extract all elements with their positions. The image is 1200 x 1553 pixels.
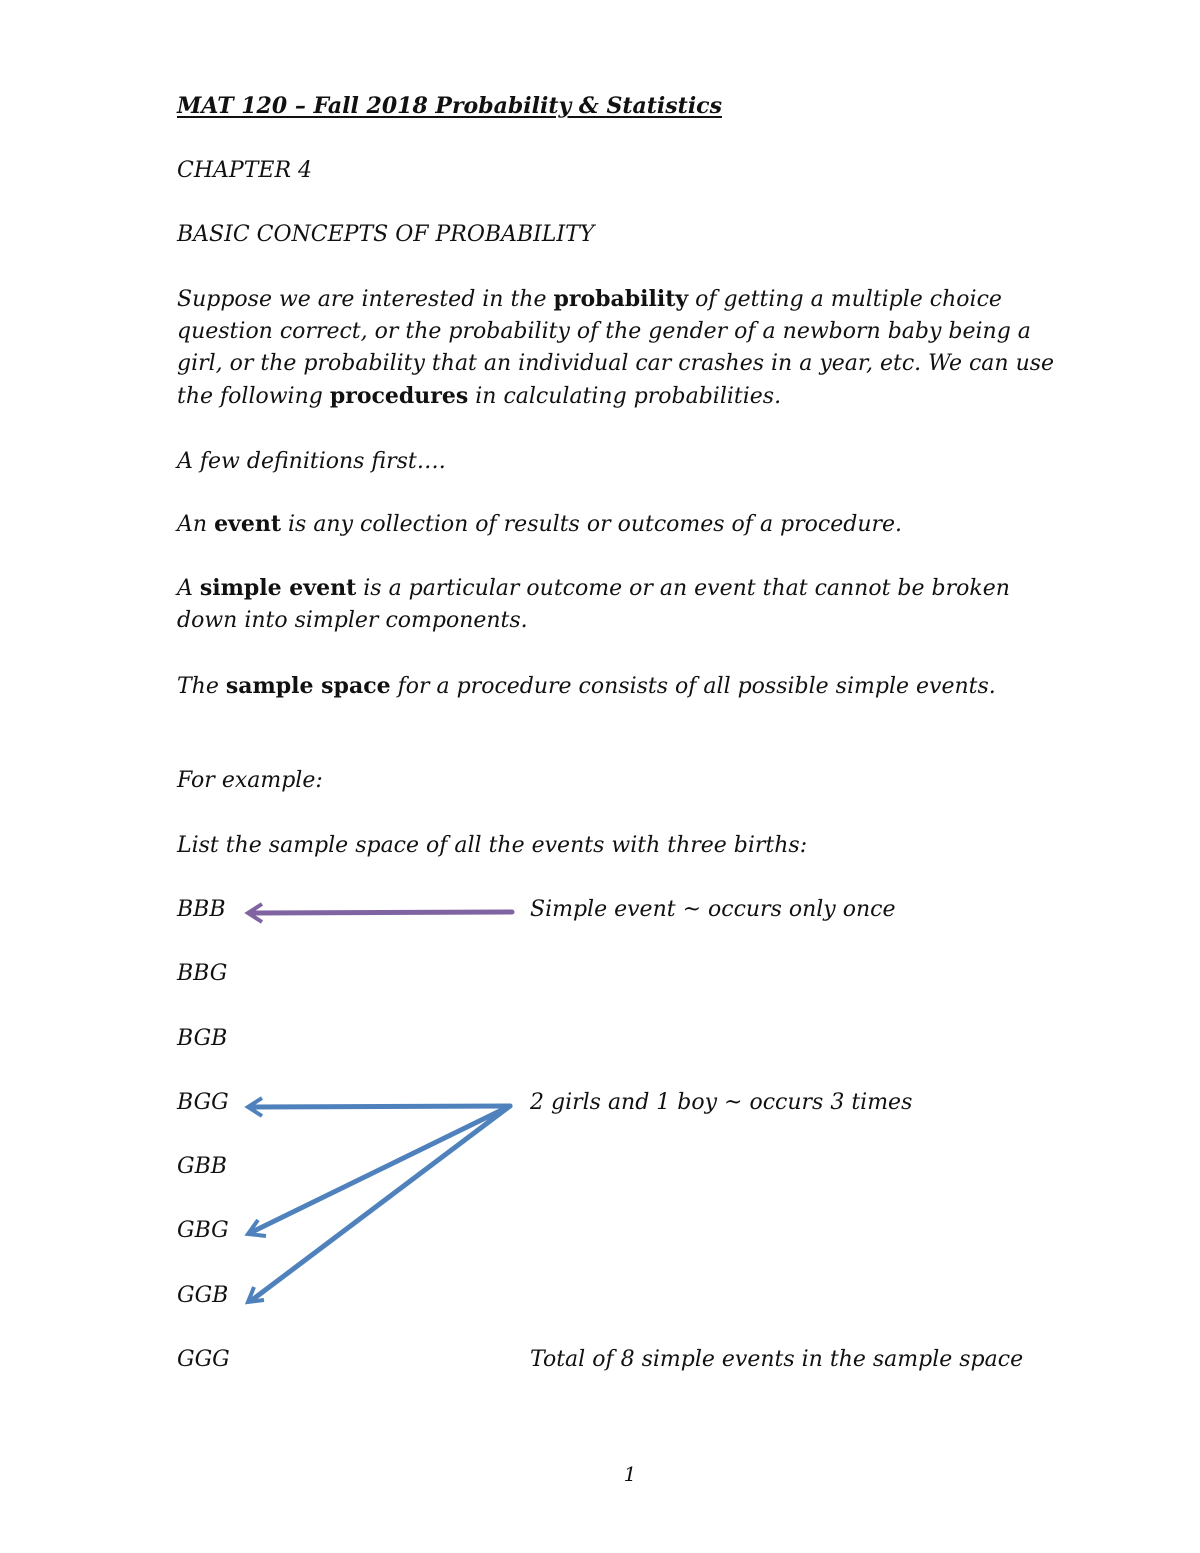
blue-arrows bbox=[248, 1098, 510, 1302]
blue-arrow-shaft bbox=[252, 1106, 510, 1232]
outcome-item: BBG bbox=[177, 961, 228, 986]
definition-text: An bbox=[177, 512, 215, 537]
intro-text-3: in calculating probabilities. bbox=[468, 384, 782, 409]
definition-text: is a particular outcome or an event that cannot be broken down into simpler components. bbox=[177, 576, 1010, 633]
term-simple-event: simple event bbox=[199, 575, 357, 601]
example-prompt: List the sample space of all the events with three births: bbox=[177, 833, 808, 858]
purple-arrow bbox=[248, 904, 512, 922]
definition-event bbox=[177, 508, 1077, 541]
definition-sample-space bbox=[177, 670, 1077, 703]
example-lead: For example: bbox=[177, 768, 323, 793]
blue-arrow-shaft bbox=[252, 1106, 510, 1300]
note-simple-event: Simple event ~ occurs only once bbox=[530, 897, 896, 922]
note-total: Total of 8 simple events in the sample space bbox=[530, 1347, 1024, 1372]
term-event: event bbox=[214, 511, 281, 537]
section-heading: BASIC CONCEPTS OF PROBABILITY bbox=[177, 222, 595, 247]
blue-arrow-head bbox=[248, 1287, 264, 1302]
page-number: 1 bbox=[623, 1462, 637, 1486]
purple-arrow-shaft bbox=[252, 912, 512, 913]
definition-text: The bbox=[177, 674, 226, 699]
outcome-item: GBG bbox=[177, 1218, 229, 1243]
term-sample-space: sample space bbox=[225, 673, 391, 699]
term-procedures: procedures bbox=[329, 383, 469, 409]
outcome-item: BGG bbox=[177, 1090, 229, 1115]
outcome-item: GGB bbox=[177, 1283, 229, 1308]
blue-arrow-shaft bbox=[252, 1106, 510, 1107]
page-title: MAT 120 – Fall 2018 Probability & Statistics bbox=[177, 93, 722, 119]
outcome-item: BBB bbox=[177, 897, 226, 922]
note-two-girls: 2 girls and 1 boy ~ occurs 3 times bbox=[530, 1090, 913, 1115]
chapter-heading: CHAPTER 4 bbox=[177, 158, 312, 183]
intro-paragraph bbox=[177, 283, 1077, 413]
definition-text: is any collection of results or outcomes of a procedure. bbox=[281, 512, 903, 537]
outcome-item: BGB bbox=[177, 1026, 228, 1051]
definition-simple-event bbox=[177, 572, 1077, 637]
intro-text-1: Suppose we are interested in the bbox=[177, 287, 554, 312]
term-probability: probability bbox=[553, 286, 689, 312]
blue-arrow-head bbox=[248, 1220, 266, 1236]
intro-text-2: of getting a multiple choice question correct, or the probability of the gender of a newborn baby being a girl, or the probability that an individual car crashes in a year, etc. We can use the following bbox=[177, 287, 1055, 409]
purple-arrow-head bbox=[248, 904, 262, 922]
definition-text: for a procedure consists of all possible simple events. bbox=[390, 674, 996, 699]
definition-text: A bbox=[177, 576, 200, 601]
blue-arrow-head bbox=[248, 1098, 262, 1116]
outcome-item: GBB bbox=[177, 1154, 227, 1179]
outcome-item: GGG bbox=[177, 1347, 230, 1372]
definitions-lead: A few definitions first…. bbox=[177, 449, 446, 474]
